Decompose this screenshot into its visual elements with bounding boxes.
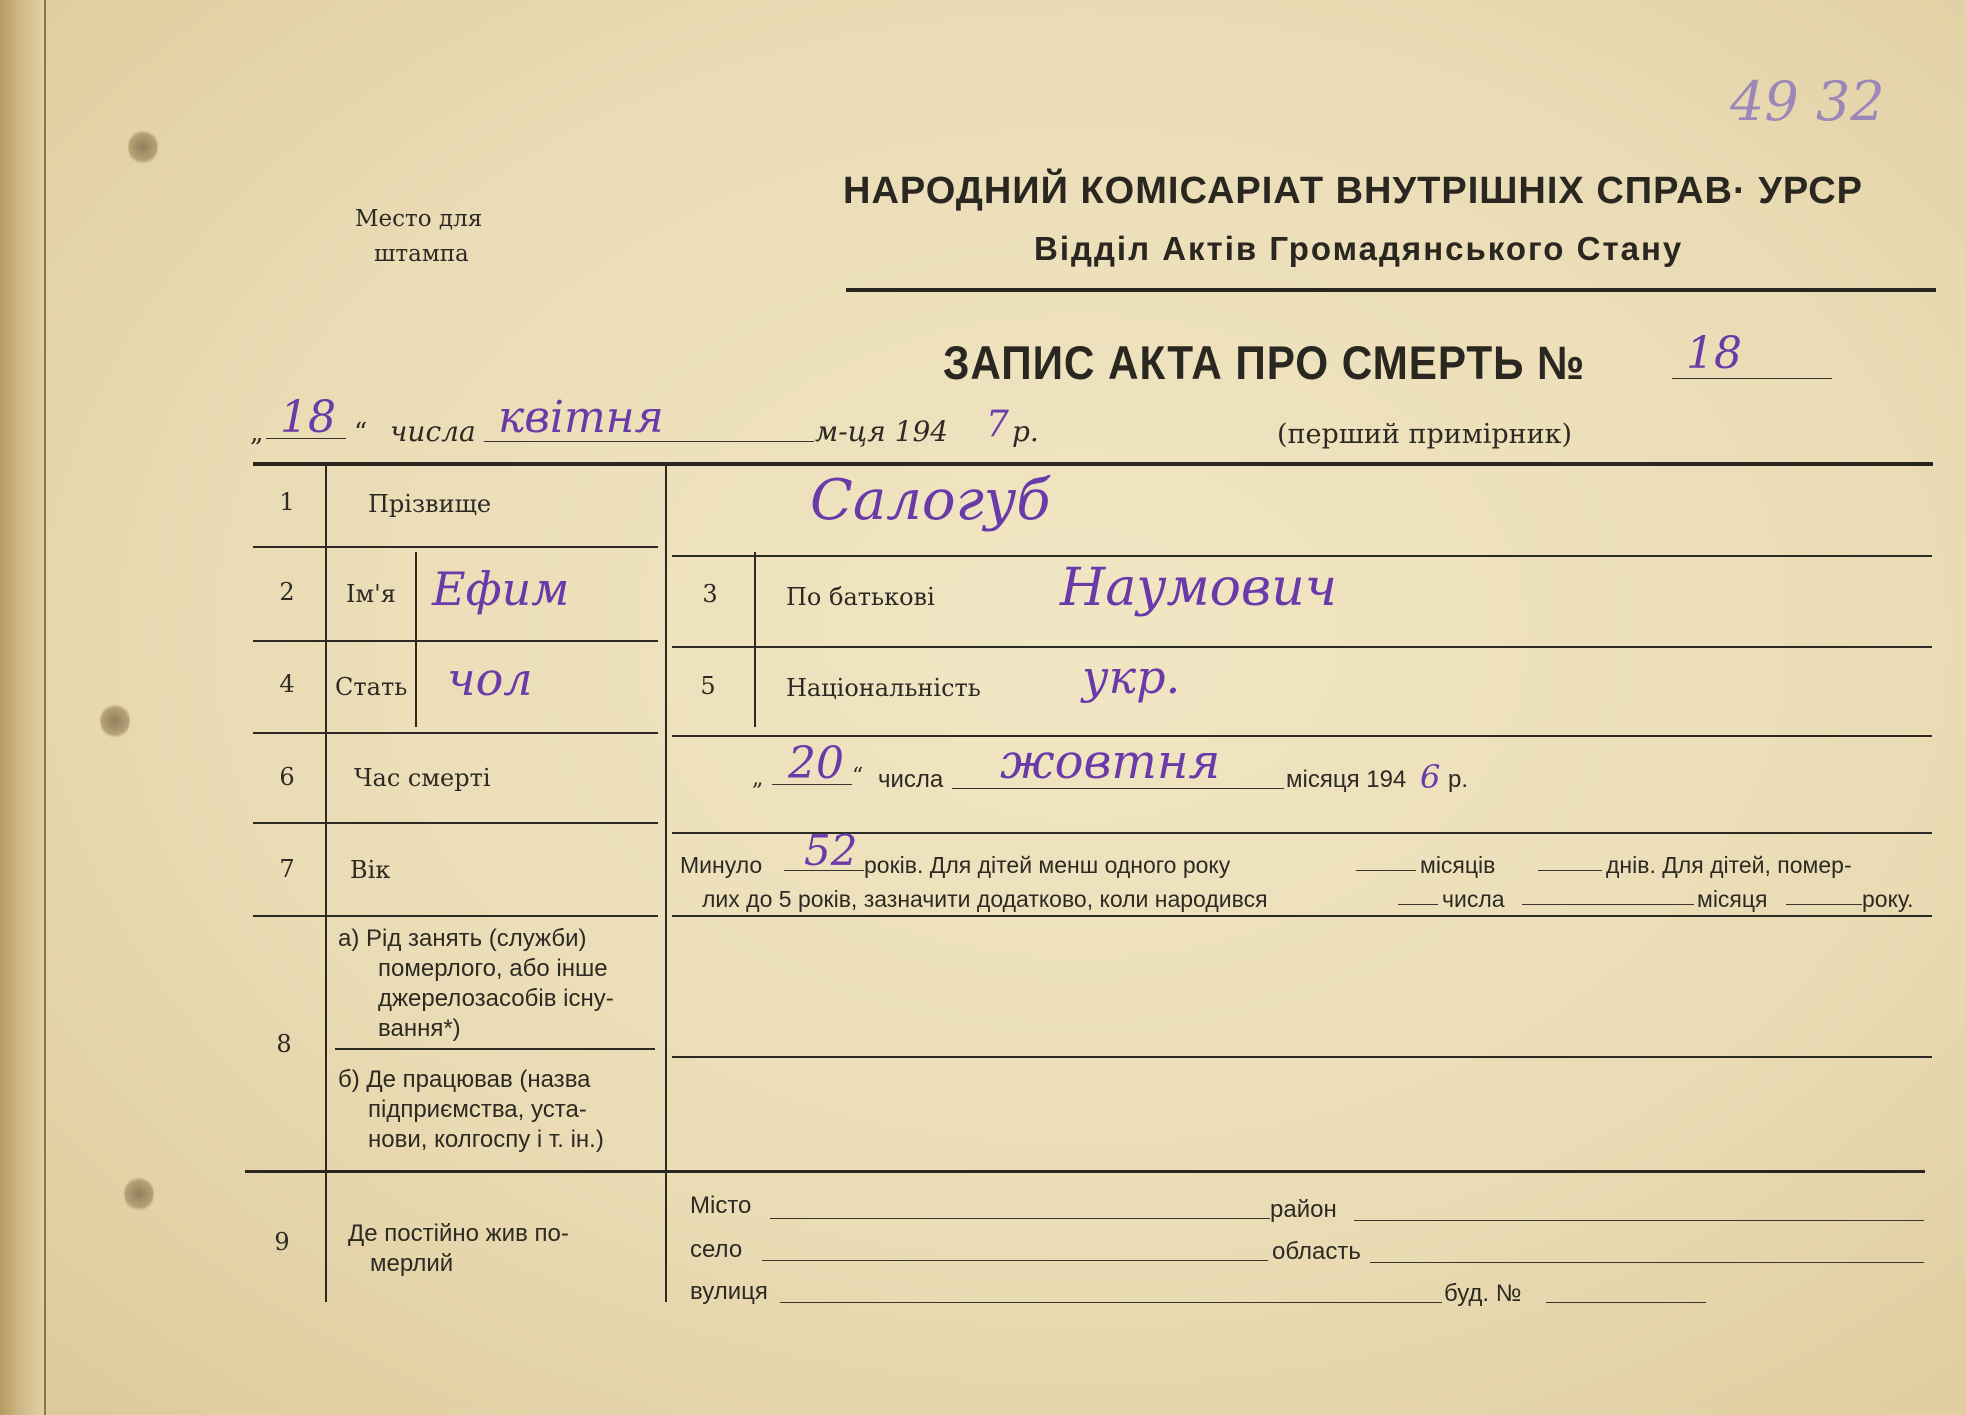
table-divider-left [325, 462, 327, 1302]
death-month-line [952, 788, 1284, 789]
district-line [1354, 1220, 1924, 1221]
blank-line [1356, 870, 1416, 871]
surname-value: Салогуб [810, 468, 1051, 533]
village-label: село [690, 1236, 743, 1263]
patronymic-label: По батькові [786, 583, 935, 611]
village-line [762, 1260, 1268, 1261]
blank-line [1538, 870, 1602, 871]
residence-label: Де постійно жив по- [348, 1220, 569, 1247]
age-years: 52 [804, 826, 858, 875]
nationality-label: Національність [786, 674, 981, 702]
quote-open: „ [752, 766, 764, 791]
district-label: район [1270, 1196, 1337, 1223]
house-line [1546, 1302, 1706, 1303]
row-sep [253, 640, 658, 642]
record-day: 18 [280, 392, 336, 443]
age-text: років. Для дітей менш одного року [864, 852, 1231, 878]
row-sep [245, 1170, 1925, 1173]
patronymic-value: Наумович [1060, 558, 1338, 618]
region-label: область [1272, 1238, 1361, 1265]
header-rule [846, 288, 1936, 292]
age-text: лих до 5 років, зазначити додатково, коли народився [702, 886, 1268, 912]
death-day: 20 [788, 738, 844, 789]
record-month: квітня [498, 392, 664, 443]
stamp-place-line1: Место для [355, 206, 483, 232]
death-month-label: місяця 194 [1286, 766, 1407, 793]
quote-open: „ [250, 418, 264, 448]
region-line [1370, 1262, 1924, 1263]
residence-label: мерлий [370, 1250, 454, 1277]
house-label: буд. № [1444, 1280, 1522, 1307]
row-number: 2 [279, 578, 295, 606]
quote-close: “ [852, 764, 864, 789]
blank-line [1522, 904, 1694, 905]
death-year-digit: 6 [1420, 758, 1441, 796]
row-number: 9 [274, 1228, 290, 1256]
row-sep [253, 732, 658, 734]
occupation-label: джерелозасобів існу- [378, 985, 614, 1012]
street-line [780, 1302, 1442, 1303]
occupation-label: померлого, або інше [378, 955, 608, 982]
age-label: Вік [350, 856, 391, 884]
sex-label: Стать [335, 673, 408, 701]
punch-hole [128, 128, 158, 166]
name-label: Ім'я [346, 580, 396, 608]
row-number: 5 [700, 672, 716, 700]
occupation-label: а) Рід занять (служби) [338, 925, 587, 952]
row-sep [672, 915, 1932, 917]
street-label: вулиця [690, 1278, 768, 1305]
row-sep [672, 832, 1932, 834]
punch-hole [100, 702, 130, 740]
year-suffix: р. [1012, 415, 1039, 448]
death-day-label: числа [878, 766, 944, 793]
record-month-line [484, 441, 814, 442]
death-day-line [772, 784, 852, 785]
row-sep [253, 546, 658, 548]
table-divider-patronymic [754, 552, 756, 727]
workplace-label: підприємства, уста- [368, 1096, 587, 1123]
age-text: днів. Для дітей, помер- [1606, 852, 1852, 878]
age-text: місяців [1420, 852, 1496, 878]
blank-line [1786, 904, 1862, 905]
archive-number: 49 32 [1730, 70, 1885, 133]
row-sep [672, 735, 1932, 737]
table-divider-mid [665, 462, 667, 1302]
workplace-label: б) Де працював (назва [338, 1066, 591, 1093]
copy-note: (перший примірник) [1277, 419, 1573, 450]
ministry-title: НАРОДНИЙ КОМІСАРІАТ ВНУТРІШНІХ СПРАВ· УРСР [843, 170, 1864, 212]
quote-close: “ [354, 418, 368, 448]
age-prefix: Минуло [680, 852, 763, 878]
punch-hole [124, 1175, 154, 1213]
record-title: ЗАПИС АКТА ПРО СМЕРТЬ № [943, 336, 1586, 389]
table-top-rule [253, 462, 1933, 466]
month-label: м-ця 194 [815, 415, 949, 448]
record-number: 18 [1686, 328, 1742, 379]
row-number: 8 [276, 1030, 292, 1058]
age-text: числа [1442, 886, 1505, 912]
surname-label: Прізвище [368, 490, 492, 518]
record-number-underline [1672, 378, 1832, 379]
row-number: 6 [279, 763, 295, 791]
row-sep [672, 646, 1932, 648]
age-text: місяця [1697, 886, 1768, 912]
row-sep [253, 822, 658, 824]
name-value: Ефим [432, 562, 570, 616]
stamp-place-line2: штампа [374, 241, 469, 267]
row-sep [672, 555, 1932, 557]
record-year-digit: 7 [986, 404, 1009, 445]
day-label: числа [390, 415, 476, 448]
nationality-value: укр. [1082, 650, 1181, 704]
row-number: 7 [279, 855, 295, 883]
row-number: 1 [279, 488, 295, 516]
age-years-line [784, 870, 864, 871]
city-line [770, 1218, 1270, 1219]
binding-edge [0, 0, 46, 1415]
row-sep [335, 1048, 655, 1050]
department-title: Відділ Актів Громадянського Стану [1034, 230, 1684, 267]
row-number: 3 [702, 580, 718, 608]
workplace-label: нови, колгоспу і т. ін.) [368, 1126, 604, 1153]
city-label: Місто [690, 1192, 752, 1219]
death-month: жовтня [1000, 734, 1221, 790]
age-text: року. [1862, 886, 1914, 912]
row-number: 4 [279, 670, 295, 698]
occupation-label: вання*) [378, 1015, 461, 1042]
row-sep [672, 1056, 1932, 1058]
sex-value: чол [447, 652, 533, 706]
death-year-suffix: р. [1448, 766, 1469, 793]
record-day-line [266, 438, 346, 439]
blank-line [1398, 904, 1438, 905]
row-sep [253, 915, 658, 917]
death-time-label: Час смерті [354, 764, 491, 792]
